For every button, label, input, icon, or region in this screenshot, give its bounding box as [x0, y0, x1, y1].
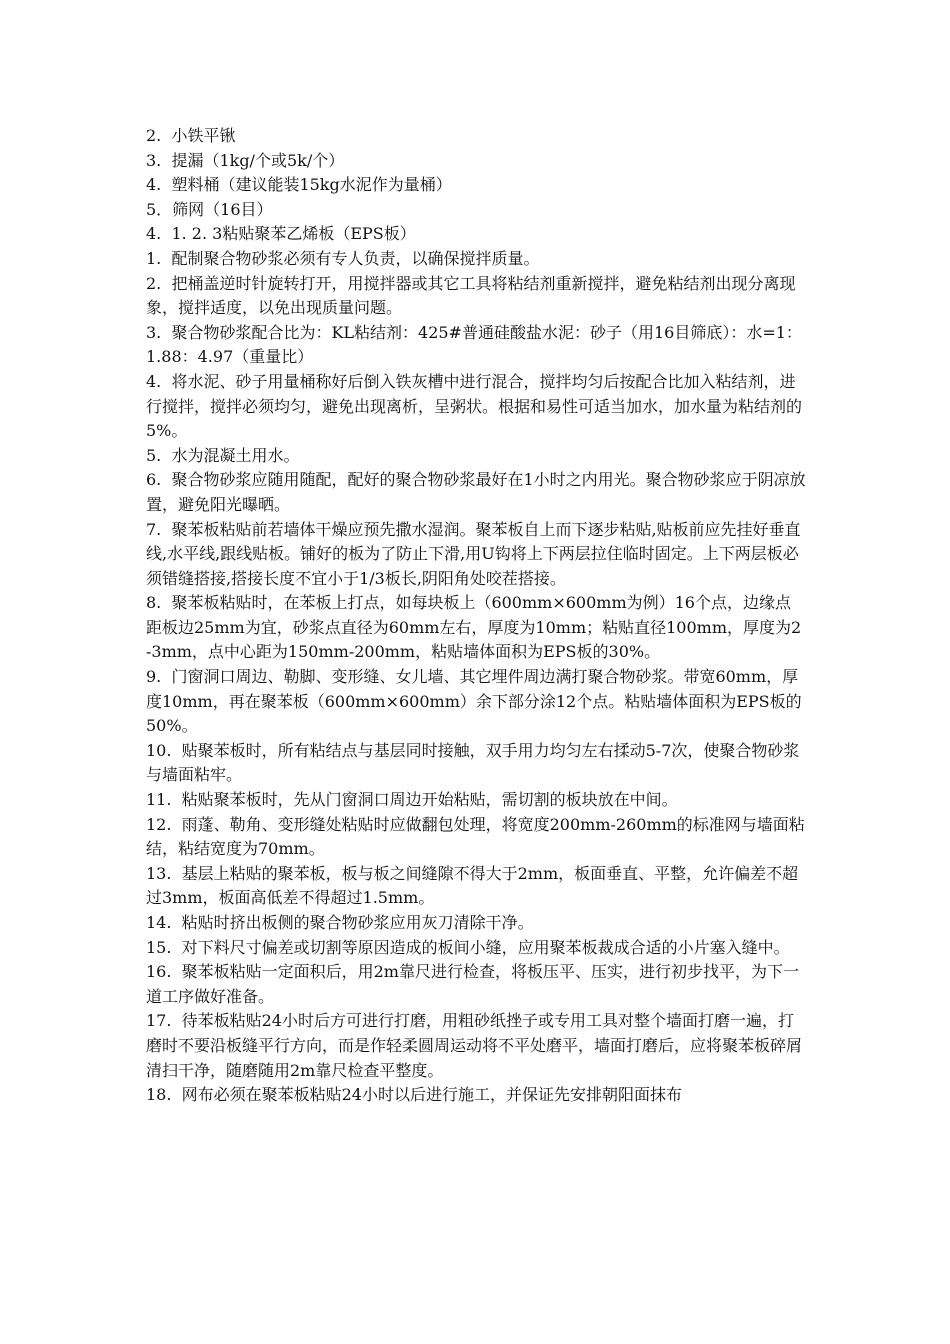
paragraph: 12. 雨蓬、勒角、变形缝处粘贴时应做翻包处理，将宽度200mm-260mm的标准网与墙面粘结，粘结宽度为70mm。: [146, 814, 805, 859]
paragraph: 13. 基层上粘贴的聚苯板，板与板之间缝隙不得大于2mm，板面垂直、平整，允许偏差不超过3mm，板面高低差不得超过1.5mm。: [146, 863, 799, 908]
paragraph: 2. 小铁平锹: [146, 126, 236, 145]
paragraph: 8. 聚苯板粘贴时，在苯板上打点，如每块板上（600mm×600mm为例）16个点，边缘点距板边25mm为宜，砂浆点直径为60mm左右，厚度为10mm；粘贴直径100mm，厚度为2-3mm，点中心距为150mm-200mm，粘贴墙体面积为EPS板的30%。: [146, 593, 802, 662]
paragraph: 5. 水为混凝土用水。: [146, 445, 300, 465]
paragraph: 10. 贴聚苯板时，所有粘结点与基层同时接触，双手用力均匀左右揉动5-7次，使聚合物砂浆与墙面粘牢。: [146, 740, 800, 785]
document-body: [146, 124, 806, 1108]
paragraph: 3. 提漏（1kg/个或5k/个）: [146, 150, 345, 170]
paragraph: 14. 粘贴时挤出板侧的聚合物砂浆应用灰刀清除干净。: [146, 913, 534, 932]
paragraph: 7. 聚苯板粘贴前若墙体干燥应预先撒水湿润。聚苯板自上而下逐步粘贴,贴板前应先挂好垂直线,水平线,跟线贴板。铺好的板为了防止下滑,用U钩将上下两层拉住临时固定。上下两层板必须错缝搭接,搭接长度不宜小于1/3板长,阴阳角处咬茬搭接。: [146, 519, 801, 588]
section-heading: 4. 1. 2. 3粘贴聚苯乙烯板（EPS板）: [146, 224, 416, 244]
paragraph: 1. 配制聚合物砂浆必须有专人负责，以确保搅拌质量。: [146, 248, 540, 268]
paragraph: 6. 聚合物砂浆应随用随配，配好的聚合物砂浆最好在1小时之内用光。聚合物砂浆应于阴凉放置，避免阳光曝晒。: [146, 470, 806, 514]
paragraph: 17. 待苯板粘贴24小时后方可进行打磨，用粗砂纸挫子或专用工具对整个墙面打磨一遍，打磨时不要沿板缝平行方向，而是作轻柔圆周运动将不平处磨平，墙面打磨后，应将聚苯板碎屑清扫干净，随磨随用2m靠尺检查平整度。: [146, 1011, 803, 1080]
paragraph: 11. 粘贴聚苯板时，先从门窗洞口周边开始粘贴，需切割的板块放在中间。: [146, 790, 678, 810]
paragraph: 4. 塑料桶（建议能装15kg水泥作为量桶）: [146, 175, 452, 195]
paragraph: 15. 对下料尺寸偏差或切割等原因造成的板间小缝，应用聚苯板裁成合适的小片塞入缝中。: [146, 937, 790, 957]
paragraph: 5．筛网（16目）: [146, 199, 273, 219]
paragraph: 16. 聚苯板粘贴一定面积后，用2m靠尺进行检查，将板压平、压实，进行初步找平，为下一道工序做好准备。: [146, 962, 799, 1006]
paragraph: 18. 网布必须在聚苯板粘贴24小时以后进行施工，并保证先安排朝阳面抹布: [146, 1085, 682, 1105]
paragraph: 2. 把桶盖逆时针旋转打开，用搅拌器或其它工具将粘结剂重新搅拌，避免粘结剂出现分离现象，搅拌适度，以免出现质量问题。: [146, 273, 796, 318]
paragraph: 3. 聚合物砂浆配合比为：KL粘结剂：425#普通硅酸盐水泥：砂子（用16目筛底）：水=1：1.88：4.97（重量比）: [146, 322, 802, 367]
paragraph: 9. 门窗洞口周边、勒脚、变形缝、女儿墙、其它埋件周边满打聚合物砂浆。带宽60mm，厚度10mm，再在聚苯板（600mm×600mm）余下部分涂12个点。粘贴墙体面积为EPS板的50%。: [146, 667, 802, 736]
paragraph: 4. 将水泥、砂子用量桶称好后倒入铁灰槽中进行混合，搅拌均匀后按配合比加入粘结剂，进行搅拌，搅拌必须均匀，避免出现离析，呈粥状。根据和易性可适当加水，加水量为粘结剂的5%。: [146, 371, 803, 441]
